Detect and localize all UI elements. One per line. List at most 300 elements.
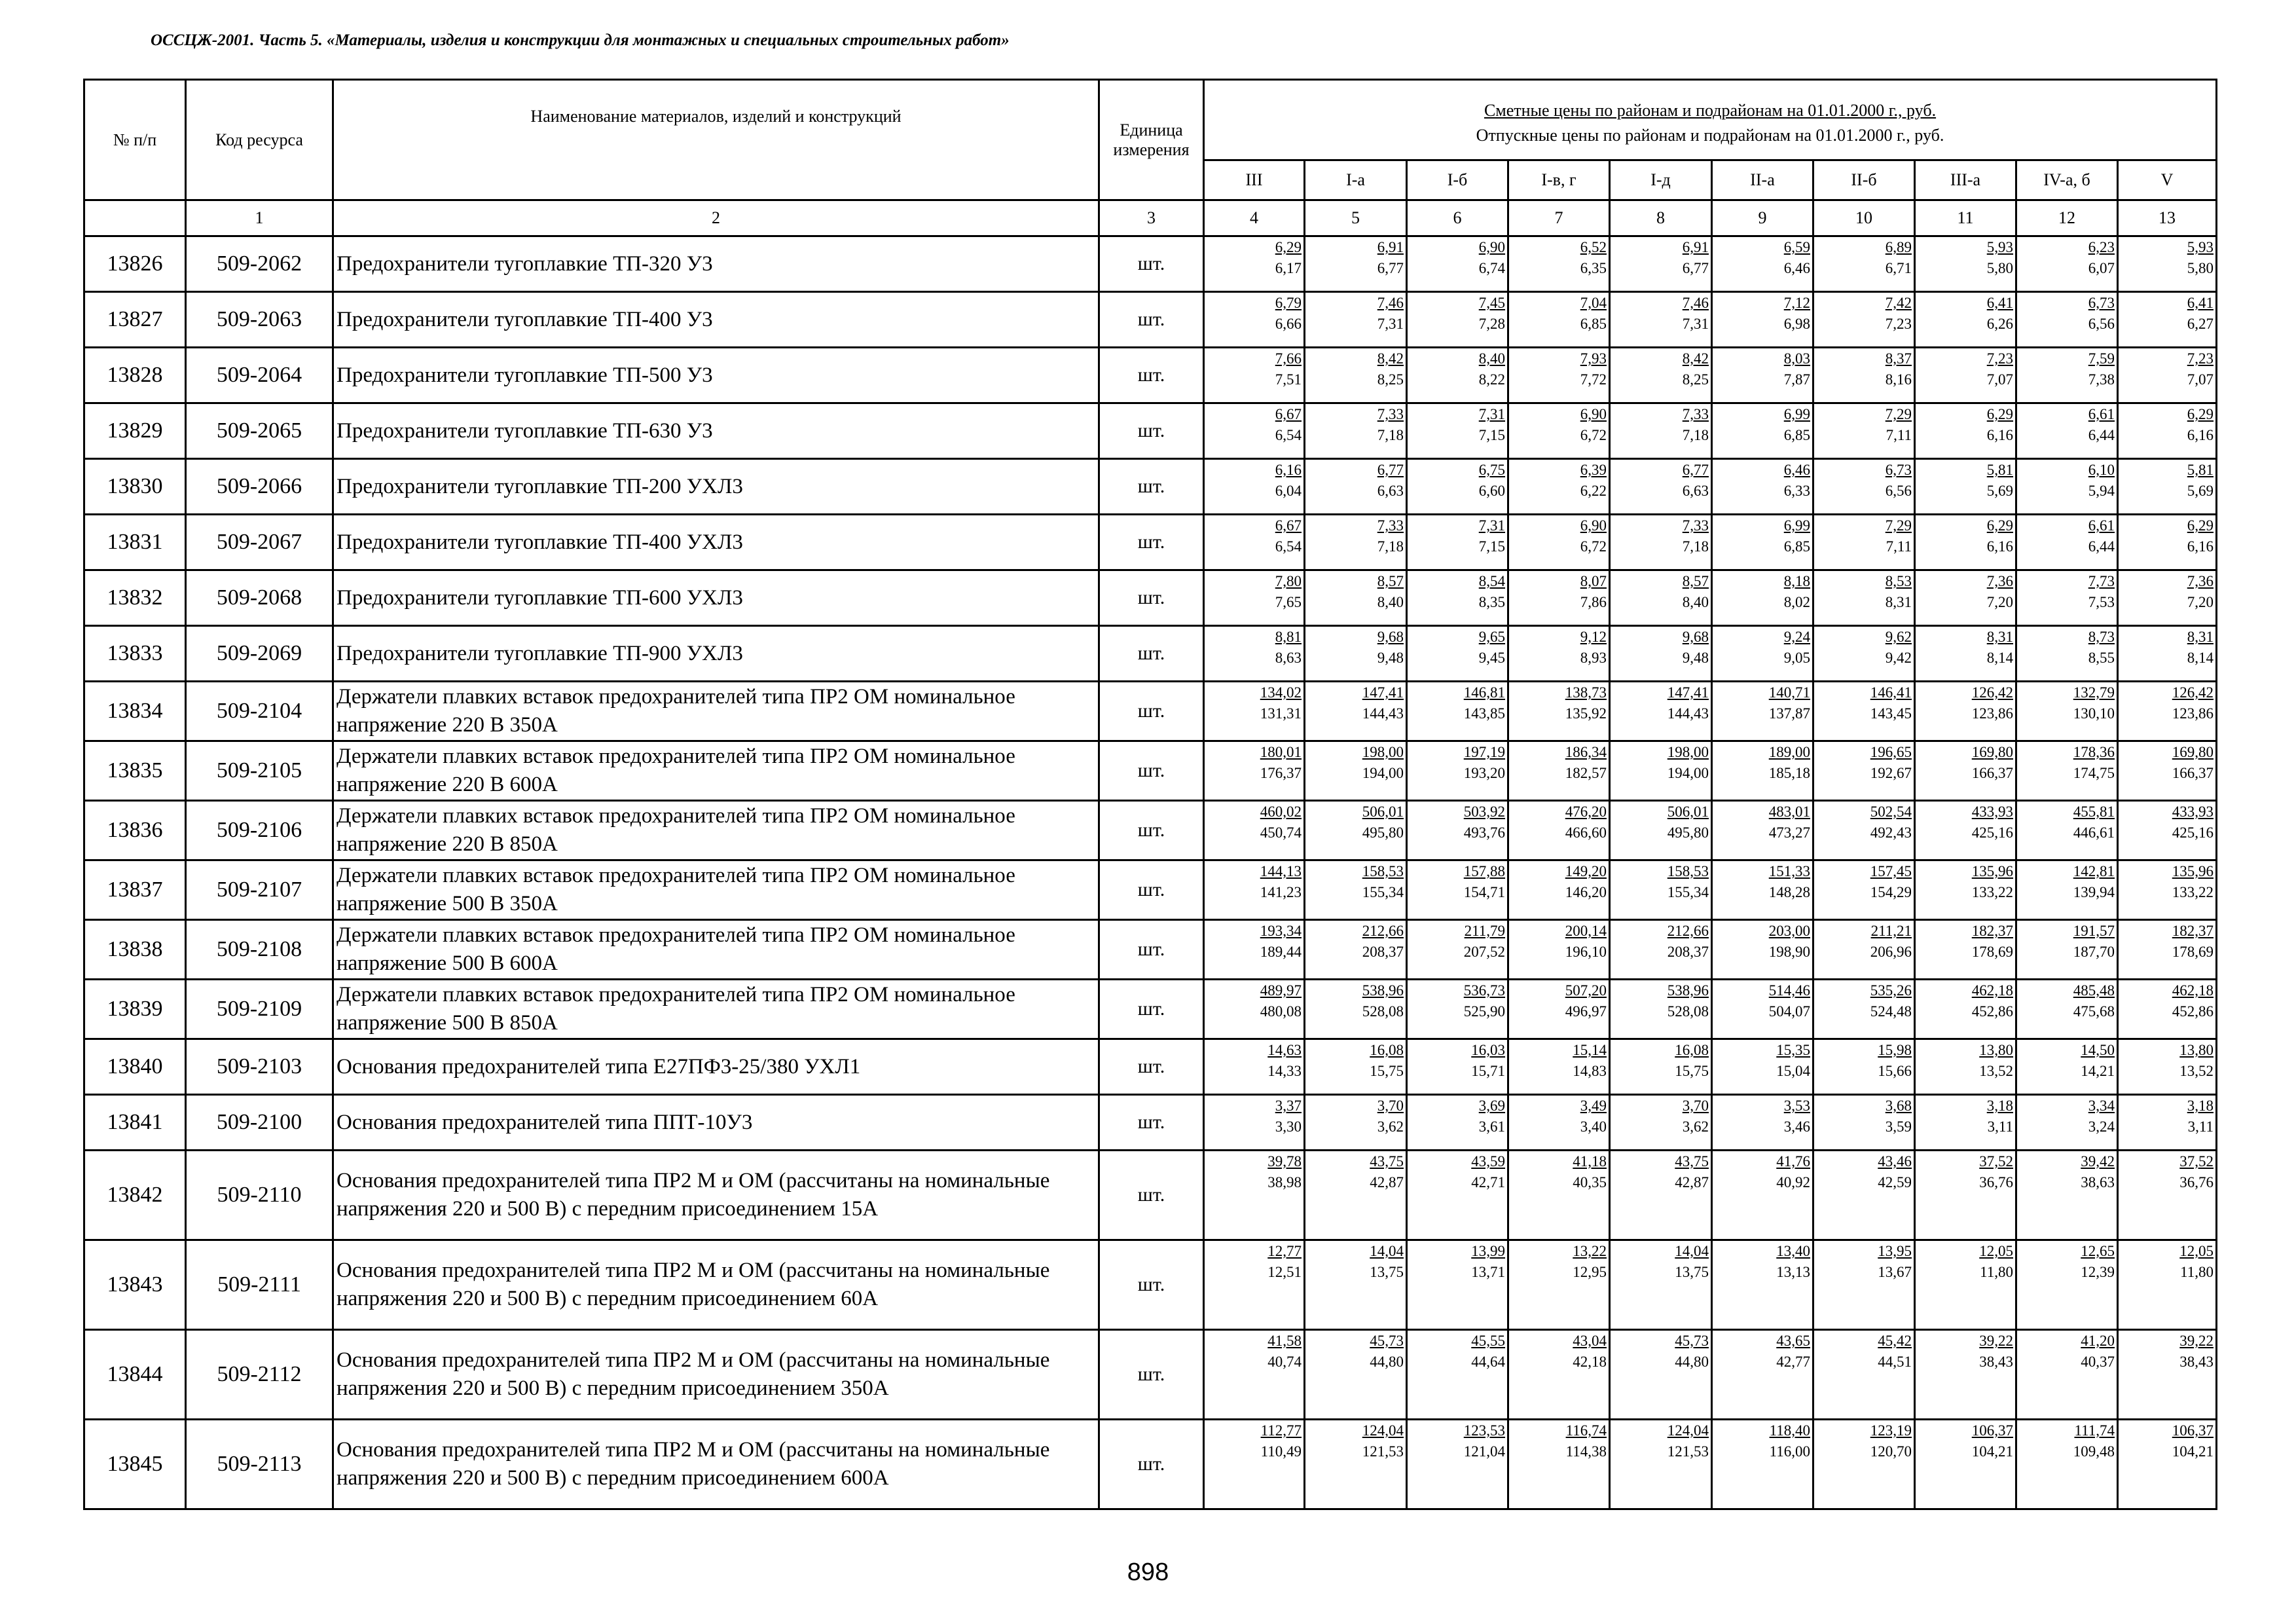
price-estimate: 6,61 [2088,406,2115,422]
header-region: III [1204,160,1305,200]
cell-price [2118,920,2217,980]
table-row [84,1330,2217,1420]
cell-unit: шт. [1099,920,1204,980]
price-release: 6,07 [2088,260,2115,277]
table-row [84,1039,2217,1095]
price-estimate: 123,19 [1870,1422,1912,1439]
price-estimate: 39,42 [2081,1153,2115,1170]
cell-price [2016,920,2118,980]
price-estimate: 15,98 [1878,1042,1912,1058]
cell-price [1915,515,2016,570]
cell-price [1712,515,1813,570]
cell-num: 13845 [84,1420,186,1509]
cell-price [1407,459,1508,515]
price-release: 42,18 [1573,1354,1607,1371]
price-estimate: 7,31 [1478,406,1505,422]
cell-price [1407,236,1508,292]
price-release: 15,71 [1471,1063,1505,1080]
price-estimate: 126,42 [1971,684,2013,701]
price-release: 446,61 [2073,824,2115,841]
cell-price [1204,236,1305,292]
cell-price [2118,236,2217,292]
price-estimate: 13,80 [1979,1042,2013,1058]
cell-name: Предохранители тугоплавкие ТП-500 У3 [333,348,1099,403]
price-estimate: 6,77 [1682,462,1709,478]
price-estimate: 6,90 [1478,239,1505,255]
cell-price [1813,1039,1915,1095]
price-estimate: 6,59 [1783,239,1810,255]
cell-price [1508,515,1610,570]
cell-name: Держатели плавких вставок предохранителей типа ПР2 ОМ номинальное напряжение 500 В 600А [333,920,1099,980]
price-release: 7,20 [1986,594,2013,611]
price-estimate: 462,18 [2172,982,2214,999]
price-release: 5,69 [2187,483,2214,500]
cell-price [1407,515,1508,570]
price-estimate: 149,20 [1565,863,1607,879]
cell-num: 13836 [84,801,186,860]
cell-unit: шт. [1099,801,1204,860]
cell-code: 509-2112 [186,1330,333,1420]
price-table [83,79,2217,1510]
cell-price [2118,570,2217,626]
price-release: 208,37 [1667,944,1709,961]
price-release: 6,54 [1275,538,1302,555]
price-release: 206,96 [1870,944,1912,961]
price-estimate: 502,54 [1870,803,1912,820]
cell-price [2016,236,2118,292]
cell-price [1204,403,1305,459]
price-release: 193,20 [1463,765,1505,782]
cell-price [2118,1039,2217,1095]
column-index: 7 [1508,200,1610,236]
price-estimate: 6,75 [1478,462,1505,478]
price-estimate: 8,40 [1478,350,1505,367]
cell-price [1204,801,1305,860]
cell-price [1204,741,1305,801]
price-release: 11,80 [2180,1264,2214,1281]
price-release: 7,15 [1478,538,1505,555]
cell-name: Предохранители тугоплавкие ТП-400 УХЛ3 [333,515,1099,570]
column-index: 13 [2118,200,2217,236]
column-index: 1 [186,200,333,236]
cell-price [1610,515,1712,570]
price-release: 7,72 [1580,371,1607,388]
cell-price [1813,292,1915,348]
price-estimate: 43,65 [1776,1333,1810,1349]
price-release: 6,35 [1580,260,1607,277]
cell-price [1508,459,1610,515]
price-estimate: 197,19 [1463,744,1505,760]
cell-name: Основания предохранителей типа ППТ-10У3 [333,1095,1099,1151]
cell-name: Держатели плавких вставок предохранителей типа ПР2 ОМ номинальное напряжение 500 В 350А [333,860,1099,920]
cell-unit: шт. [1099,860,1204,920]
cell-name: Основания предохранителей типа Е27ПФ3-25/380 УХЛ1 [333,1039,1099,1095]
price-estimate: 45,73 [1370,1333,1404,1349]
price-estimate: 5,81 [2187,462,2214,478]
cell-price [1305,980,1407,1039]
cell-code: 509-2105 [186,741,333,801]
price-estimate: 43,46 [1878,1153,1912,1170]
cell-num: 13830 [84,459,186,515]
cell-code: 509-2066 [186,459,333,515]
price-release: 154,29 [1870,884,1912,901]
cell-price [1915,1330,2016,1420]
price-release: 8,31 [1885,594,1912,611]
price-estimate: 106,37 [2172,1422,2214,1439]
price-release: 135,92 [1565,705,1607,722]
cell-code: 509-2111 [186,1240,333,1330]
header-region: II-а [1712,160,1813,200]
cell-code: 509-2063 [186,292,333,348]
cell-code: 509-2062 [186,236,333,292]
price-release: 7,65 [1275,594,1302,611]
price-estimate: 13,22 [1573,1243,1607,1259]
cell-price [1813,980,1915,1039]
price-estimate: 433,93 [2172,803,2214,820]
price-release: 13,75 [1370,1264,1404,1281]
price-estimate: 45,73 [1675,1333,1709,1349]
price-estimate: 13,80 [2179,1042,2214,1058]
cell-unit: шт. [1099,1151,1204,1240]
cell-price [1508,292,1610,348]
cell-price [2016,1240,2118,1330]
price-estimate: 3,68 [1885,1098,1912,1114]
price-estimate: 14,04 [1675,1243,1709,1259]
cell-num: 13843 [84,1240,186,1330]
cell-price [1305,459,1407,515]
cell-price [1204,1420,1305,1509]
price-release: 8,22 [1478,371,1505,388]
price-estimate: 147,41 [1362,684,1404,701]
header-row [84,80,2217,160]
cell-price [2016,292,2118,348]
price-release: 40,92 [1776,1174,1810,1191]
cell-price [1915,801,2016,860]
cell-price [2118,741,2217,801]
price-estimate: 3,34 [2088,1098,2115,1114]
cell-price [1204,980,1305,1039]
price-estimate: 8,53 [1885,573,1912,589]
cell-code: 509-2064 [186,348,333,403]
price-estimate: 6,79 [1275,295,1302,311]
price-release: 6,56 [1885,483,1912,500]
price-estimate: 6,67 [1275,517,1302,534]
price-release: 6,46 [1783,260,1810,277]
cell-price [1508,403,1610,459]
cell-price [1813,626,1915,682]
cell-name: Основания предохранителей типа ПР2 М и ОМ (рассчитаны на номинальные напряжения 220 и 500 В) с передним присоединением 15А [333,1151,1099,1240]
price-release: 8,02 [1783,594,1810,611]
cell-price [1407,980,1508,1039]
price-estimate: 200,14 [1565,923,1607,939]
cell-price [1305,626,1407,682]
price-release: 42,77 [1776,1354,1810,1371]
price-release: 121,53 [1362,1443,1404,1460]
price-estimate: 193,34 [1260,923,1302,939]
cell-price [1407,860,1508,920]
price-estimate: 39,22 [1979,1333,2013,1349]
price-estimate: 45,42 [1878,1333,1912,1349]
price-estimate: 15,14 [1573,1042,1607,1058]
cell-num: 13837 [84,860,186,920]
price-estimate: 7,73 [2088,573,2115,589]
table-row [84,980,2217,1039]
cell-price [1204,1095,1305,1151]
cell-num: 13827 [84,292,186,348]
cell-price [1712,1420,1813,1509]
cell-price [1407,1420,1508,1509]
cell-price [1305,1095,1407,1151]
cell-price [1305,1151,1407,1240]
price-estimate: 6,16 [1275,462,1302,478]
cell-num: 13838 [84,920,186,980]
price-release: 7,11 [1886,538,1912,555]
cell-name: Держатели плавких вставок предохранителей типа ПР2 ОМ номинальное напряжение 220 В 350А [333,682,1099,741]
price-estimate: 211,79 [1464,923,1505,939]
price-release: 493,76 [1463,824,1505,841]
cell-price [1305,515,1407,570]
price-estimate: 7,33 [1682,406,1709,422]
price-estimate: 7,80 [1275,573,1302,589]
price-estimate: 203,00 [1768,923,1810,939]
price-estimate: 514,46 [1768,982,1810,999]
price-release: 7,23 [1885,316,1912,333]
cell-price [2016,1151,2118,1240]
price-estimate: 189,00 [1768,744,1810,760]
price-release: 3,62 [1682,1118,1709,1135]
price-release: 7,07 [2187,371,2214,388]
price-release: 207,52 [1463,944,1505,961]
price-estimate: 538,96 [1667,982,1709,999]
table-row [84,236,2217,292]
header-region: IV-а, б [2016,160,2118,200]
cell-num: 13834 [84,682,186,741]
price-estimate: 6,89 [1885,239,1912,255]
cell-price [1508,626,1610,682]
price-release: 7,07 [1986,371,2013,388]
price-release: 13,52 [1979,1063,2013,1080]
cell-num: 13826 [84,236,186,292]
price-release: 144,43 [1362,705,1404,722]
cell-code: 509-2110 [186,1151,333,1240]
price-release: 6,98 [1783,316,1810,333]
price-estimate: 186,34 [1565,744,1607,760]
cell-price [1610,920,1712,980]
price-release: 425,16 [2172,824,2214,841]
cell-price [1712,626,1813,682]
cell-price [1712,236,1813,292]
price-release: 524,48 [1870,1003,1912,1020]
cell-price [2118,1095,2217,1151]
table-row [84,1151,2217,1240]
price-estimate: 41,58 [1267,1333,1302,1349]
price-release: 7,53 [2088,594,2115,611]
cell-price [2118,626,2217,682]
price-estimate: 135,96 [2172,863,2214,879]
table-row [84,1240,2217,1330]
price-release: 38,98 [1267,1174,1302,1191]
header-name: Наименование материалов, изделий и конструкций [333,80,1099,200]
price-release: 425,16 [1971,824,2013,841]
cell-price [1305,1240,1407,1330]
cell-name: Основания предохранителей типа ПР2 М и ОМ (рассчитаны на номинальные напряжения 220 и 500 В) с передним присоединением 350А [333,1330,1099,1420]
cell-price [2016,980,2118,1039]
cell-price [1508,1151,1610,1240]
price-estimate: 9,24 [1783,629,1810,645]
price-release: 6,16 [1986,427,2013,444]
price-release: 3,62 [1377,1118,1404,1135]
price-release: 9,45 [1478,650,1505,667]
price-release: 146,20 [1565,884,1607,901]
cell-price [1305,1039,1407,1095]
price-release: 139,94 [2073,884,2115,901]
header-code: Код ресурса [186,80,333,200]
price-release: 185,18 [1768,765,1810,782]
price-release: 178,69 [2172,944,2214,961]
price-release: 7,18 [1682,427,1709,444]
cell-price [2118,403,2217,459]
cell-price [1407,1039,1508,1095]
price-release: 7,31 [1377,316,1404,333]
cell-price [1915,626,2016,682]
table-row [84,626,2217,682]
price-estimate: 134,02 [1260,684,1302,701]
cell-price [1508,980,1610,1039]
price-release: 6,44 [2088,427,2115,444]
price-estimate: 8,54 [1478,573,1505,589]
cell-price [1508,1095,1610,1151]
price-release: 44,64 [1471,1354,1505,1371]
price-release: 6,85 [1783,427,1810,444]
price-release: 13,13 [1776,1264,1810,1281]
cell-price [1813,1240,1915,1330]
cell-unit: шт. [1099,1420,1204,1509]
price-release: 3,46 [1783,1118,1810,1135]
price-estimate: 16,08 [1370,1042,1404,1058]
price-estimate: 6,29 [1986,517,2013,534]
price-release: 6,63 [1377,483,1404,500]
price-estimate: 9,68 [1377,629,1404,645]
price-estimate: 506,01 [1362,803,1404,820]
price-release: 5,80 [1986,260,2013,277]
price-estimate: 169,80 [2172,744,2214,760]
price-release: 143,85 [1463,705,1505,722]
price-estimate: 6,99 [1783,517,1810,534]
header-region: I-в, г [1508,160,1610,200]
cell-price [1305,741,1407,801]
cell-price [1407,626,1508,682]
price-release: 8,40 [1682,594,1709,611]
cell-price [1407,1151,1508,1240]
cell-price [1915,1151,2016,1240]
cell-price [1813,682,1915,741]
cell-price [1508,682,1610,741]
cell-price [1407,1330,1508,1420]
cell-price [1204,1039,1305,1095]
cell-price [1712,980,1813,1039]
cell-price [1610,682,1712,741]
cell-num: 13839 [84,980,186,1039]
price-release: 148,28 [1768,884,1810,901]
cell-price [1508,1330,1610,1420]
price-estimate: 43,04 [1573,1333,1607,1349]
price-estimate: 6,39 [1580,462,1607,478]
cell-price [1610,801,1712,860]
cell-price [1610,626,1712,682]
price-estimate: 3,37 [1275,1098,1302,1114]
price-release: 8,40 [1377,594,1404,611]
cell-price [1407,570,1508,626]
price-estimate: 8,42 [1682,350,1709,367]
cell-price [1204,682,1305,741]
header-prices [1204,80,2217,160]
price-release: 6,16 [2187,427,2214,444]
price-release: 15,66 [1878,1063,1912,1080]
header-region: I-д [1610,160,1712,200]
column-index: 4 [1204,200,1305,236]
price-estimate: 538,96 [1362,982,1404,999]
price-estimate: 9,65 [1478,629,1505,645]
price-release: 475,68 [2073,1003,2115,1020]
column-index: 6 [1407,200,1508,236]
price-estimate: 16,03 [1471,1042,1505,1058]
header-prices-release: Отпускные цены по районам и подрайонам на 01.01.2000 г., руб. [1476,126,1944,145]
price-release: 6,33 [1783,483,1810,500]
price-estimate: 5,93 [2187,239,2214,255]
table-row [84,570,2217,626]
price-release: 7,87 [1783,371,1810,388]
price-release: 7,18 [1377,538,1404,555]
price-release: 12,51 [1267,1264,1302,1281]
price-estimate: 7,46 [1682,295,1709,311]
price-release: 40,37 [2081,1354,2115,1371]
cell-code: 509-2100 [186,1095,333,1151]
header-prices-estimate: Сметные цены по районам и подрайонам на 01.01.2000 г., руб. [1484,101,1937,120]
cell-num: 13844 [84,1330,186,1420]
price-estimate: 9,68 [1682,629,1709,645]
cell-price [1305,860,1407,920]
price-release: 3,61 [1478,1118,1505,1135]
price-release: 192,67 [1870,765,1912,782]
price-release: 504,07 [1768,1003,1810,1020]
price-release: 123,86 [1971,705,2013,722]
price-release: 492,43 [1870,824,1912,841]
cell-unit: шт. [1099,459,1204,515]
cell-code: 509-2106 [186,801,333,860]
price-release: 13,67 [1878,1264,1912,1281]
price-estimate: 8,31 [1986,629,2013,645]
price-release: 525,90 [1463,1003,1505,1020]
price-estimate: 455,81 [2073,803,2115,820]
price-release: 38,63 [2081,1174,2115,1191]
price-release: 42,87 [1675,1174,1709,1191]
cell-price [1813,236,1915,292]
price-release: 14,33 [1267,1063,1302,1080]
table-row [84,920,2217,980]
price-estimate: 13,95 [1878,1243,1912,1259]
price-estimate: 7,42 [1885,295,1912,311]
price-estimate: 7,23 [1986,350,2013,367]
cell-price [1610,1240,1712,1330]
price-estimate: 180,01 [1260,744,1302,760]
price-release: 7,11 [1886,427,1912,444]
price-estimate: 462,18 [1971,982,2013,999]
price-release: 3,40 [1580,1118,1607,1135]
price-estimate: 7,29 [1885,517,1912,534]
cell-price [1610,292,1712,348]
price-estimate: 158,53 [1362,863,1404,879]
header-unit: Единица измерения [1099,80,1204,200]
